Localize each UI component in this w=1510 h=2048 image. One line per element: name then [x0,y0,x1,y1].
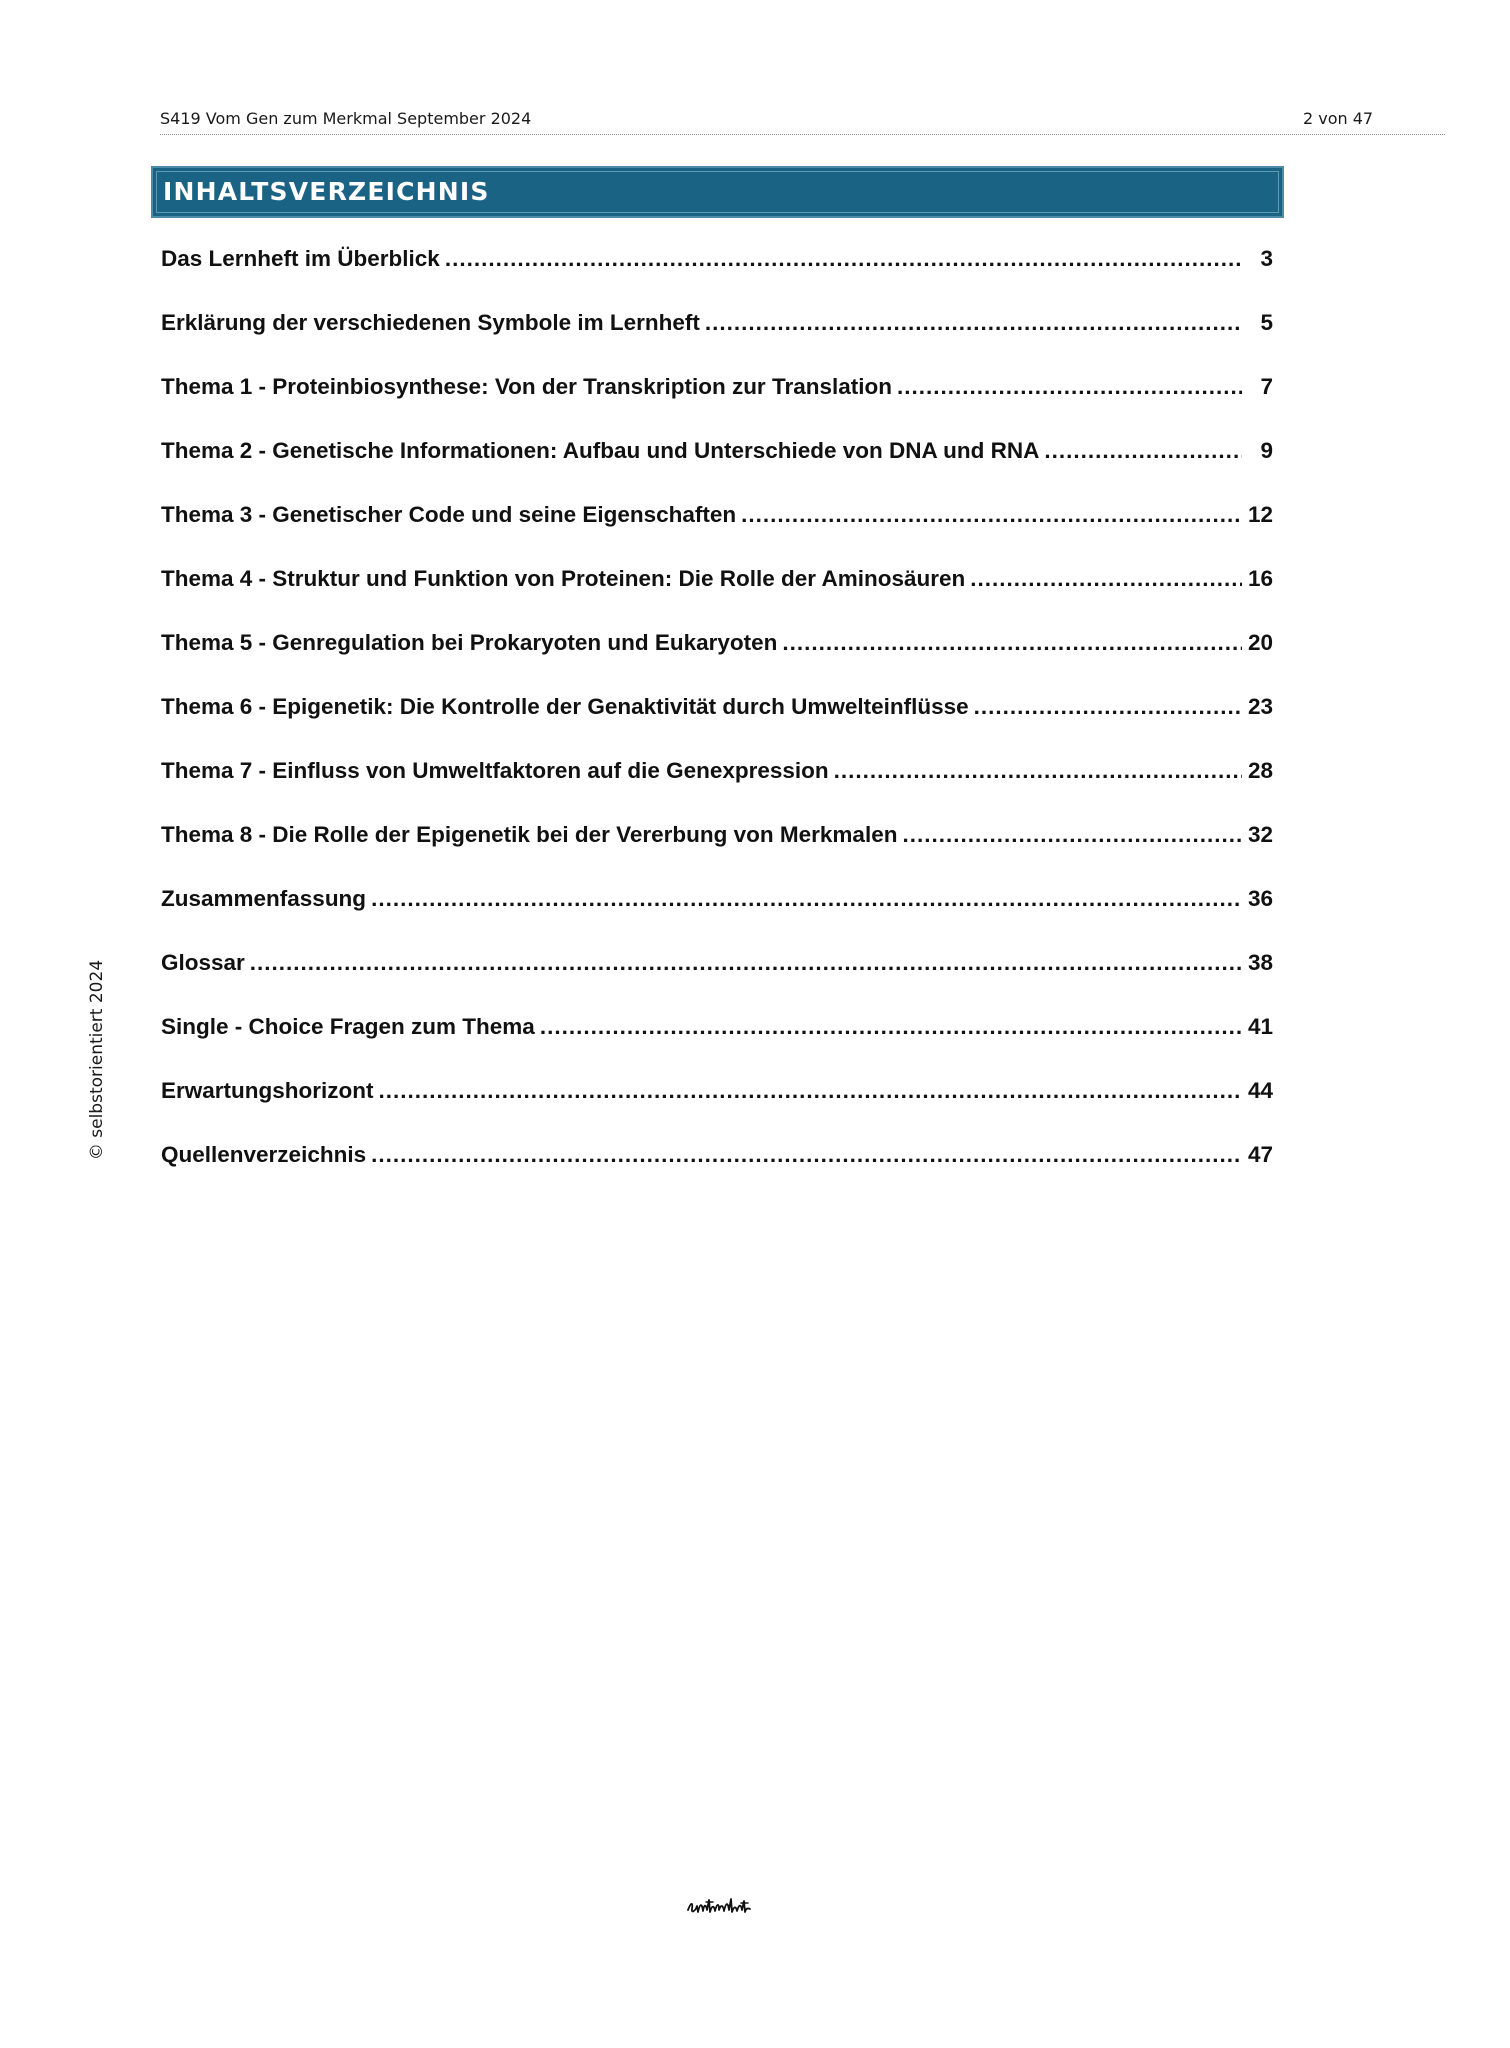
toc-entry-page: 47 [1247,1142,1273,1167]
toc-entry[interactable] [161,1142,1273,1206]
toc-entry-title: Glossar [161,950,245,975]
page-indicator: 2 von 47 [1303,109,1374,128]
toc-entry-title: Thema 3 - Genetischer Code und seine Eigenschaften [161,502,737,527]
page-header [160,106,1445,135]
toc-entry[interactable] [161,438,1273,502]
toc-dot-leader [897,374,1242,400]
toc-entry-title: Single - Choice Fragen zum Thema [161,1014,535,1039]
toc-dot-leader [250,950,1242,976]
toc-entry-page: 20 [1247,630,1273,655]
toc-dot-leader [741,502,1242,528]
toc-dot-leader [705,310,1242,336]
toc-heading-banner [151,166,1284,218]
toc-entry[interactable] [161,886,1273,950]
toc-entry[interactable] [161,950,1273,1014]
toc-entry[interactable] [161,502,1273,566]
toc-entry-page: 28 [1247,758,1273,783]
toc-dot-leader [974,694,1242,720]
toc-entry[interactable] [161,758,1273,822]
toc-entry-title: Das Lernheft im Überblick [161,246,440,271]
toc-list [161,246,1273,1206]
toc-entry[interactable] [161,566,1273,630]
toc-entry-page: 32 [1247,822,1273,847]
toc-dot-leader [970,566,1242,592]
toc-entry-title: Zusammenfassung [161,886,367,911]
toc-dot-leader [445,246,1242,272]
toc-entry-page: 12 [1247,502,1273,527]
toc-dot-leader [379,1078,1243,1104]
toc-dot-leader [782,630,1242,656]
toc-entry[interactable] [161,374,1273,438]
toc-entry-title: Erwartungshorizont [161,1078,374,1103]
toc-entry[interactable] [161,246,1273,310]
toc-dot-leader [834,758,1242,784]
toc-entry-page: 36 [1247,886,1273,911]
copyright-note: © selbstorientiert 2024 [87,959,107,1161]
toc-entry[interactable] [161,1014,1273,1078]
toc-entry-title: Thema 1 - Proteinbiosynthese: Von der Transkription zur Translation [161,374,892,399]
toc-dot-leader [540,1014,1242,1040]
toc-entry-title: Erklärung der verschiedenen Symbole im Lernheft [161,310,700,335]
toc-dot-leader [902,822,1242,848]
toc-entry-page: 38 [1247,950,1273,975]
toc-entry-page: 7 [1260,374,1273,399]
toc-entry-title: Quellenverzeichnis [161,1142,367,1167]
toc-entry-title: Thema 6 - Epigenetik: Die Kontrolle der Genaktivität durch Umwelteinflüsse [161,694,969,719]
toc-entry-title: Thema 7 - Einfluss von Umweltfaktoren auf die Genexpression [161,758,829,783]
toc-entry-page: 41 [1247,1014,1273,1039]
toc-dot-leader [371,886,1242,912]
toc-entry[interactable] [161,1078,1273,1142]
footer-logo-icon [686,1893,752,1919]
toc-entry-page: 44 [1247,1078,1273,1103]
toc-entry-page: 3 [1260,246,1273,271]
toc-dot-leader [1044,438,1242,464]
document-title: S419 Vom Gen zum Merkmal September 2024 [160,109,532,128]
toc-entry-page: 9 [1260,438,1273,463]
toc-entry-title: Thema 4 - Struktur und Funktion von Proteinen: Die Rolle der Aminosäuren [161,566,966,591]
toc-entry-title: Thema 8 - Die Rolle der Epigenetik bei der Vererbung von Merkmalen [161,822,898,847]
toc-entry[interactable] [161,822,1273,886]
toc-entry-page: 23 [1247,694,1273,719]
toc-entry[interactable] [161,694,1273,758]
toc-heading: INHALTSVERZEICHNIS [163,177,490,206]
toc-entry[interactable] [161,630,1273,694]
toc-entry-title: Thema 2 - Genetische Informationen: Aufbau und Unterschiede von DNA und RNA [161,438,1040,463]
toc-entry-title: Thema 5 - Genregulation bei Prokaryoten und Eukaryoten [161,630,778,655]
toc-entry-page: 16 [1247,566,1273,591]
toc-dot-leader [371,1142,1242,1168]
toc-entry[interactable] [161,310,1273,374]
toc-entry-page: 5 [1260,310,1273,335]
